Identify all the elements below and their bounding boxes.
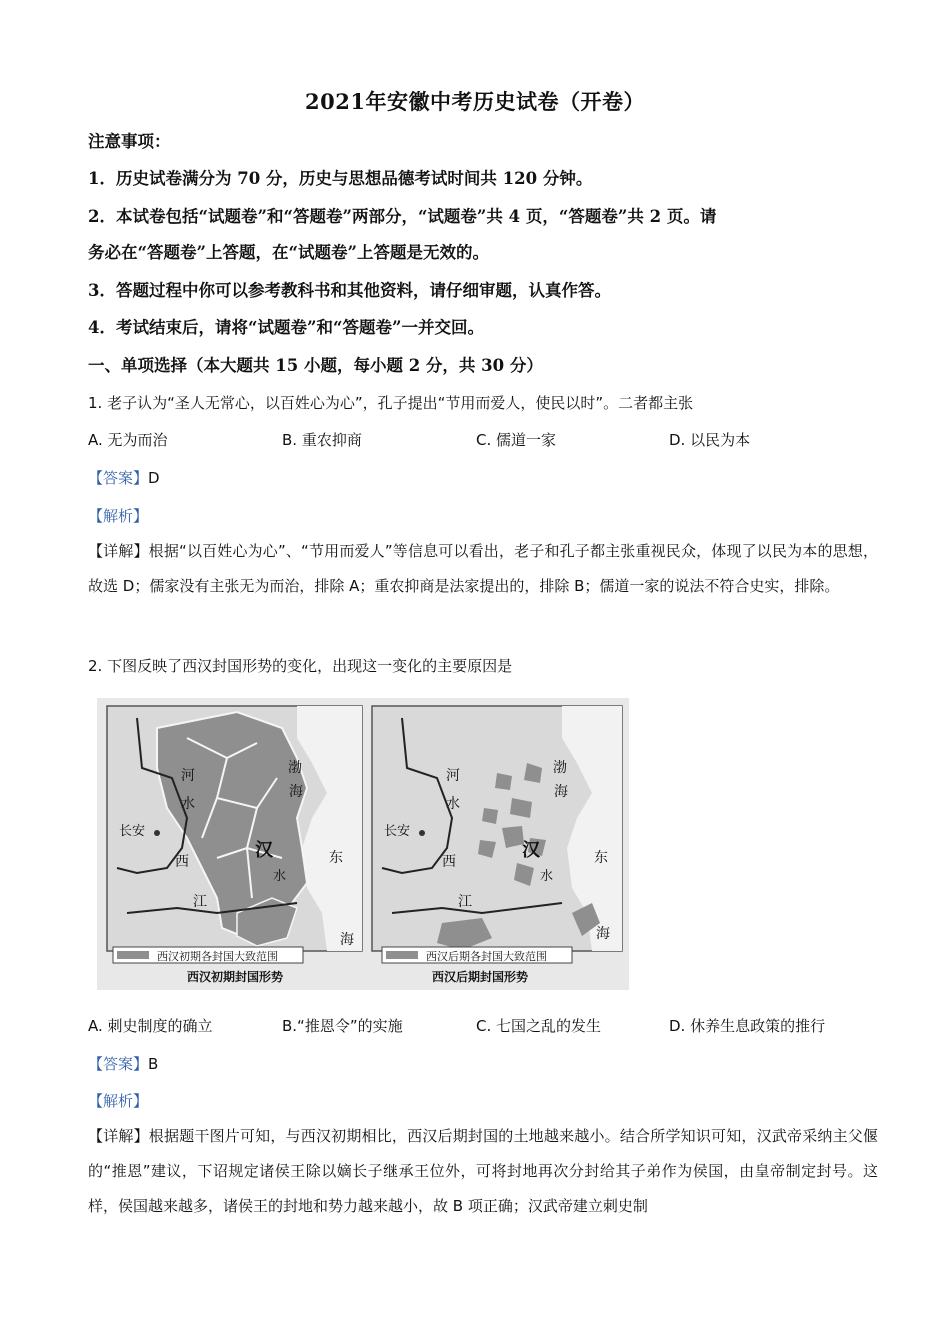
option-a: A. 刺史制度的确立 bbox=[88, 1017, 213, 1035]
map-late-han bbox=[372, 706, 622, 984]
detail-paragraph bbox=[88, 534, 878, 604]
notice-heading: 注意事项： bbox=[88, 132, 171, 151]
han-fief-maps-figure bbox=[97, 698, 629, 990]
question-stem: 2. 下图反映了西汉封国形势的变化，出现这一变化的主要原因是 bbox=[88, 657, 513, 675]
notice-item: 务必在“答题卷”上答题，在“试题卷”上答题是无效的。 bbox=[88, 243, 489, 262]
option-d: D. 休养生息政策的推行 bbox=[669, 1017, 826, 1035]
han-fief-maps bbox=[97, 698, 629, 990]
notice-item: 4．考试结束后，请将“试题卷”和“答题卷”一并交回。 bbox=[88, 318, 484, 337]
map-label: 长安 bbox=[119, 824, 146, 839]
map-label: 东 bbox=[594, 850, 608, 866]
page-title: 2021年安徽中考历史试卷（开卷） bbox=[305, 89, 645, 114]
map-label: 河 bbox=[181, 768, 195, 784]
option-c: C. 七国之乱的发生 bbox=[476, 1017, 602, 1035]
map-label: 西 bbox=[175, 854, 189, 870]
map-label: 水 bbox=[181, 796, 195, 812]
detail-label: 【详解】 bbox=[88, 542, 149, 560]
answer-row bbox=[88, 1053, 158, 1074]
legend-label: 西汉初期各封国大致范围 bbox=[157, 950, 278, 963]
answer-value: D bbox=[148, 469, 160, 487]
detail-text: 根据“以百姓心为心”、“节用而爱人”等信息可以看出，老子和孔子都主张重视民众，体现了以民为本的思想，故选 D；儒家没有主张无为而治，排除 A；重农抑商是法家提出的，排除 B；儒道一家的说法不符合史实，排除。 bbox=[88, 542, 878, 595]
map-label: 汉 bbox=[522, 840, 540, 861]
map-label: 海 bbox=[340, 932, 354, 948]
map-label: 西 bbox=[442, 854, 456, 870]
question-stem: 1. 老子认为“圣人无常心，以百姓心为心”，孔子提出“节用而爱人，使民以时”。二者都主张 bbox=[88, 394, 694, 412]
map-label: 汉 bbox=[255, 840, 273, 861]
option-a: A. 无为而治 bbox=[88, 431, 168, 449]
map-label: 海 bbox=[289, 784, 303, 800]
answer-label: 【答案】 bbox=[88, 469, 149, 487]
section-title: 一、单项选择（本大题共 15 小题，每小题 2 分，共 30 分） bbox=[88, 356, 543, 375]
answer-row bbox=[88, 467, 160, 488]
map-label: 海 bbox=[554, 784, 568, 800]
map-label: 水 bbox=[540, 869, 554, 884]
map-early-han bbox=[107, 706, 362, 984]
map-label: 长安 bbox=[384, 824, 411, 839]
map-label: 渤 bbox=[288, 760, 302, 776]
detail-label: 【详解】 bbox=[88, 1127, 149, 1145]
map-label: 江 bbox=[193, 894, 207, 910]
map-label: 渤 bbox=[553, 760, 567, 776]
answer-label: 【答案】 bbox=[88, 1055, 149, 1073]
map-label: 水 bbox=[446, 796, 460, 812]
notice-item: 2．本试卷包括“试题卷”和“答题卷”两部分，“试题卷”共 4 页，“答题卷”共 2 页。请 bbox=[88, 207, 717, 226]
notice-item: 3．答题过程中你可以参考教科书和其他资料，请仔细审题，认真作答。 bbox=[88, 281, 611, 300]
legend-label: 西汉后期各封国大致范围 bbox=[426, 950, 547, 963]
map-label: 水 bbox=[273, 869, 287, 884]
option-d: D. 以民为本 bbox=[669, 431, 751, 449]
analysis-label: 【解析】 bbox=[88, 1092, 149, 1110]
map-caption: 西汉初期封国形势 bbox=[187, 970, 284, 984]
analysis-label: 【解析】 bbox=[88, 507, 149, 525]
detail-text: 根据题干图片可知，与西汉初期相比，西汉后期封国的土地越来越小。结合所学知识可知，汉武帝采纳主父偃的“推恩”建议，下诏规定诸侯王除以嫡长子继承王位外，可将封地再次分封给其子弟作为侯国，由皇帝制定封号。这样，侯国越来越多，诸侯王的封地和势力越来越小，故 B 项正确；汉武帝建立刺史制 bbox=[88, 1127, 878, 1215]
detail-paragraph bbox=[88, 1119, 878, 1224]
map-label: 河 bbox=[446, 768, 460, 784]
map-caption: 西汉后期封国形势 bbox=[432, 970, 529, 984]
option-b: B.“推恩令”的实施 bbox=[282, 1017, 403, 1035]
notice-item: 1．历史试卷满分为 70 分，历史与思想品德考试时间共 120 分钟。 bbox=[88, 169, 593, 188]
option-c: C. 儒道一家 bbox=[476, 431, 557, 449]
map-label: 江 bbox=[458, 894, 472, 910]
answer-value: B bbox=[148, 1055, 159, 1073]
option-b: B. 重农抑商 bbox=[282, 431, 362, 449]
map-label: 东 bbox=[329, 850, 343, 866]
map-label: 海 bbox=[596, 926, 610, 942]
